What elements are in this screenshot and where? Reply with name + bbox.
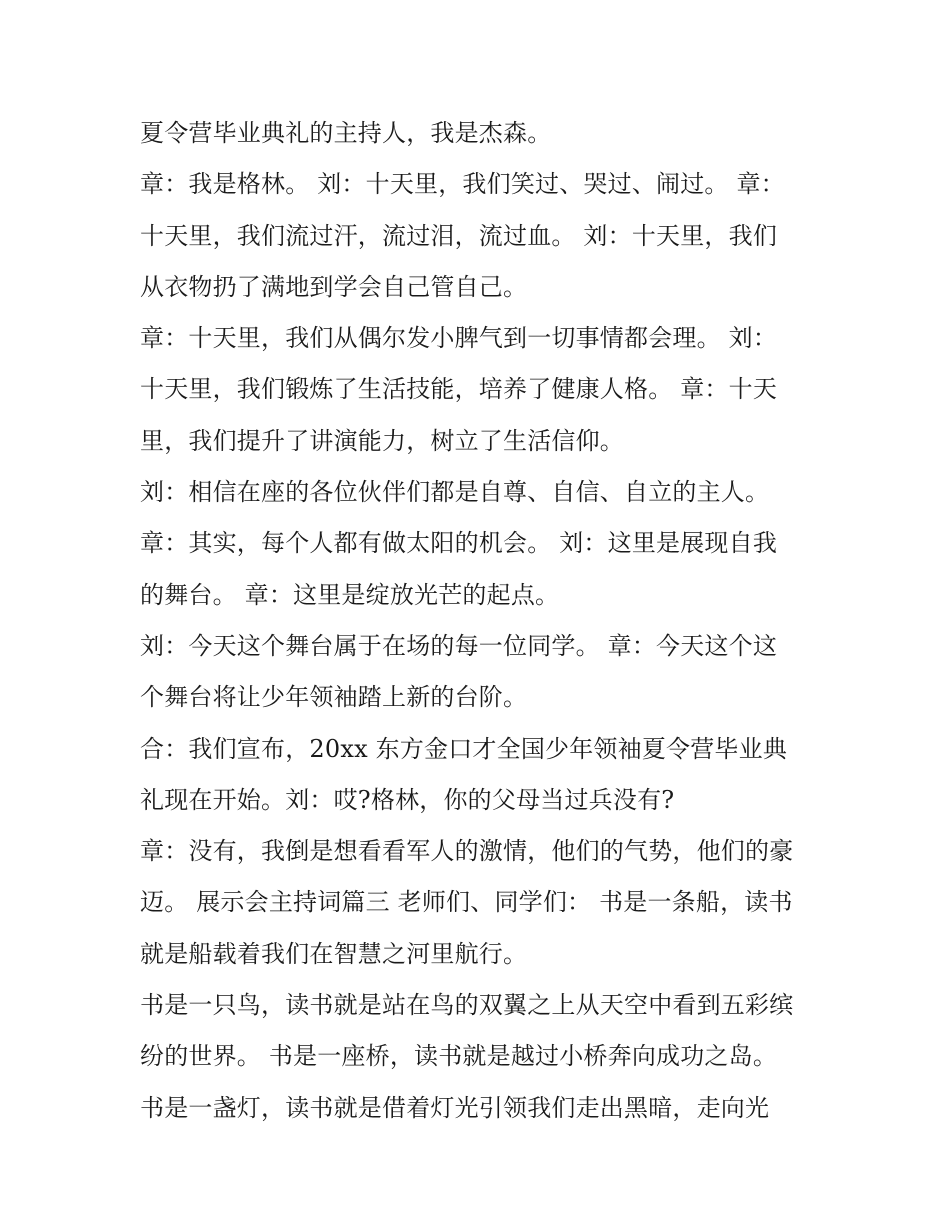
text-line: 章：没有，我倒是想看看军人的激情，他们的气势，他们的豪 <box>140 837 794 866</box>
text-line: 刘：今天这个舞台属于在场的每一位同学。 章：今天这个这 <box>140 631 778 660</box>
text-line: 刘：相信在座的各位伙伴们都是自尊、自信、自立的主人。 <box>140 478 770 507</box>
text-line: 合：我们宣布，20xx 东方金口才全国少年领袖夏令营毕业典 <box>140 734 788 763</box>
text-line: 章：我是格林。 刘：十天里，我们笑过、哭过、闹过。 章： <box>140 170 785 199</box>
text-line: 里，我们提升了讲演能力，树立了生活信仰。 <box>140 426 624 455</box>
document-body <box>140 108 830 1134</box>
text-line: 的舞台。 章：这里是绽放光芒的起点。 <box>140 580 560 609</box>
text-line: 个舞台将让少年领袖踏上新的台阶。 <box>140 683 528 712</box>
text-line: 从衣物扔了满地到学会自己管自己。 <box>140 272 528 301</box>
text-line: 迈。 展示会主持词篇三 老师们、同学们： 书是一条船，读书 <box>140 888 793 917</box>
text-line: 礼现在开始。刘：哎?格林，你的父母当过兵没有? <box>140 785 675 814</box>
text-line: 章：十天里，我们从偶尔发小脾气到一切事情都会理。 刘： <box>140 324 778 353</box>
text-line: 就是船载着我们在智慧之河里航行。 <box>140 939 528 968</box>
text-line: 书是一盏灯，读书就是借着灯光引领我们走出黑暗，走向光 <box>140 1093 770 1122</box>
text-line: 纷的世界。 书是一座桥，读书就是越过小桥奔向成功之岛。 <box>140 1042 778 1071</box>
text-line: 书是一只鸟，读书就是站在鸟的双翼之上从天空中看到五彩缤 <box>140 991 794 1020</box>
text-line: 夏令营毕业典礼的主持人，我是杰森。 <box>140 119 552 147</box>
text-line: 章：其实，每个人都有做太阳的机会。 刘：这里是展现自我 <box>140 529 778 558</box>
text-line: 十天里，我们流过汗，流过泪，流过血。 刘：十天里，我们 <box>140 221 778 250</box>
text-line: 十天里，我们锻炼了生活技能，培养了健康人格。 章：十天 <box>140 375 778 404</box>
